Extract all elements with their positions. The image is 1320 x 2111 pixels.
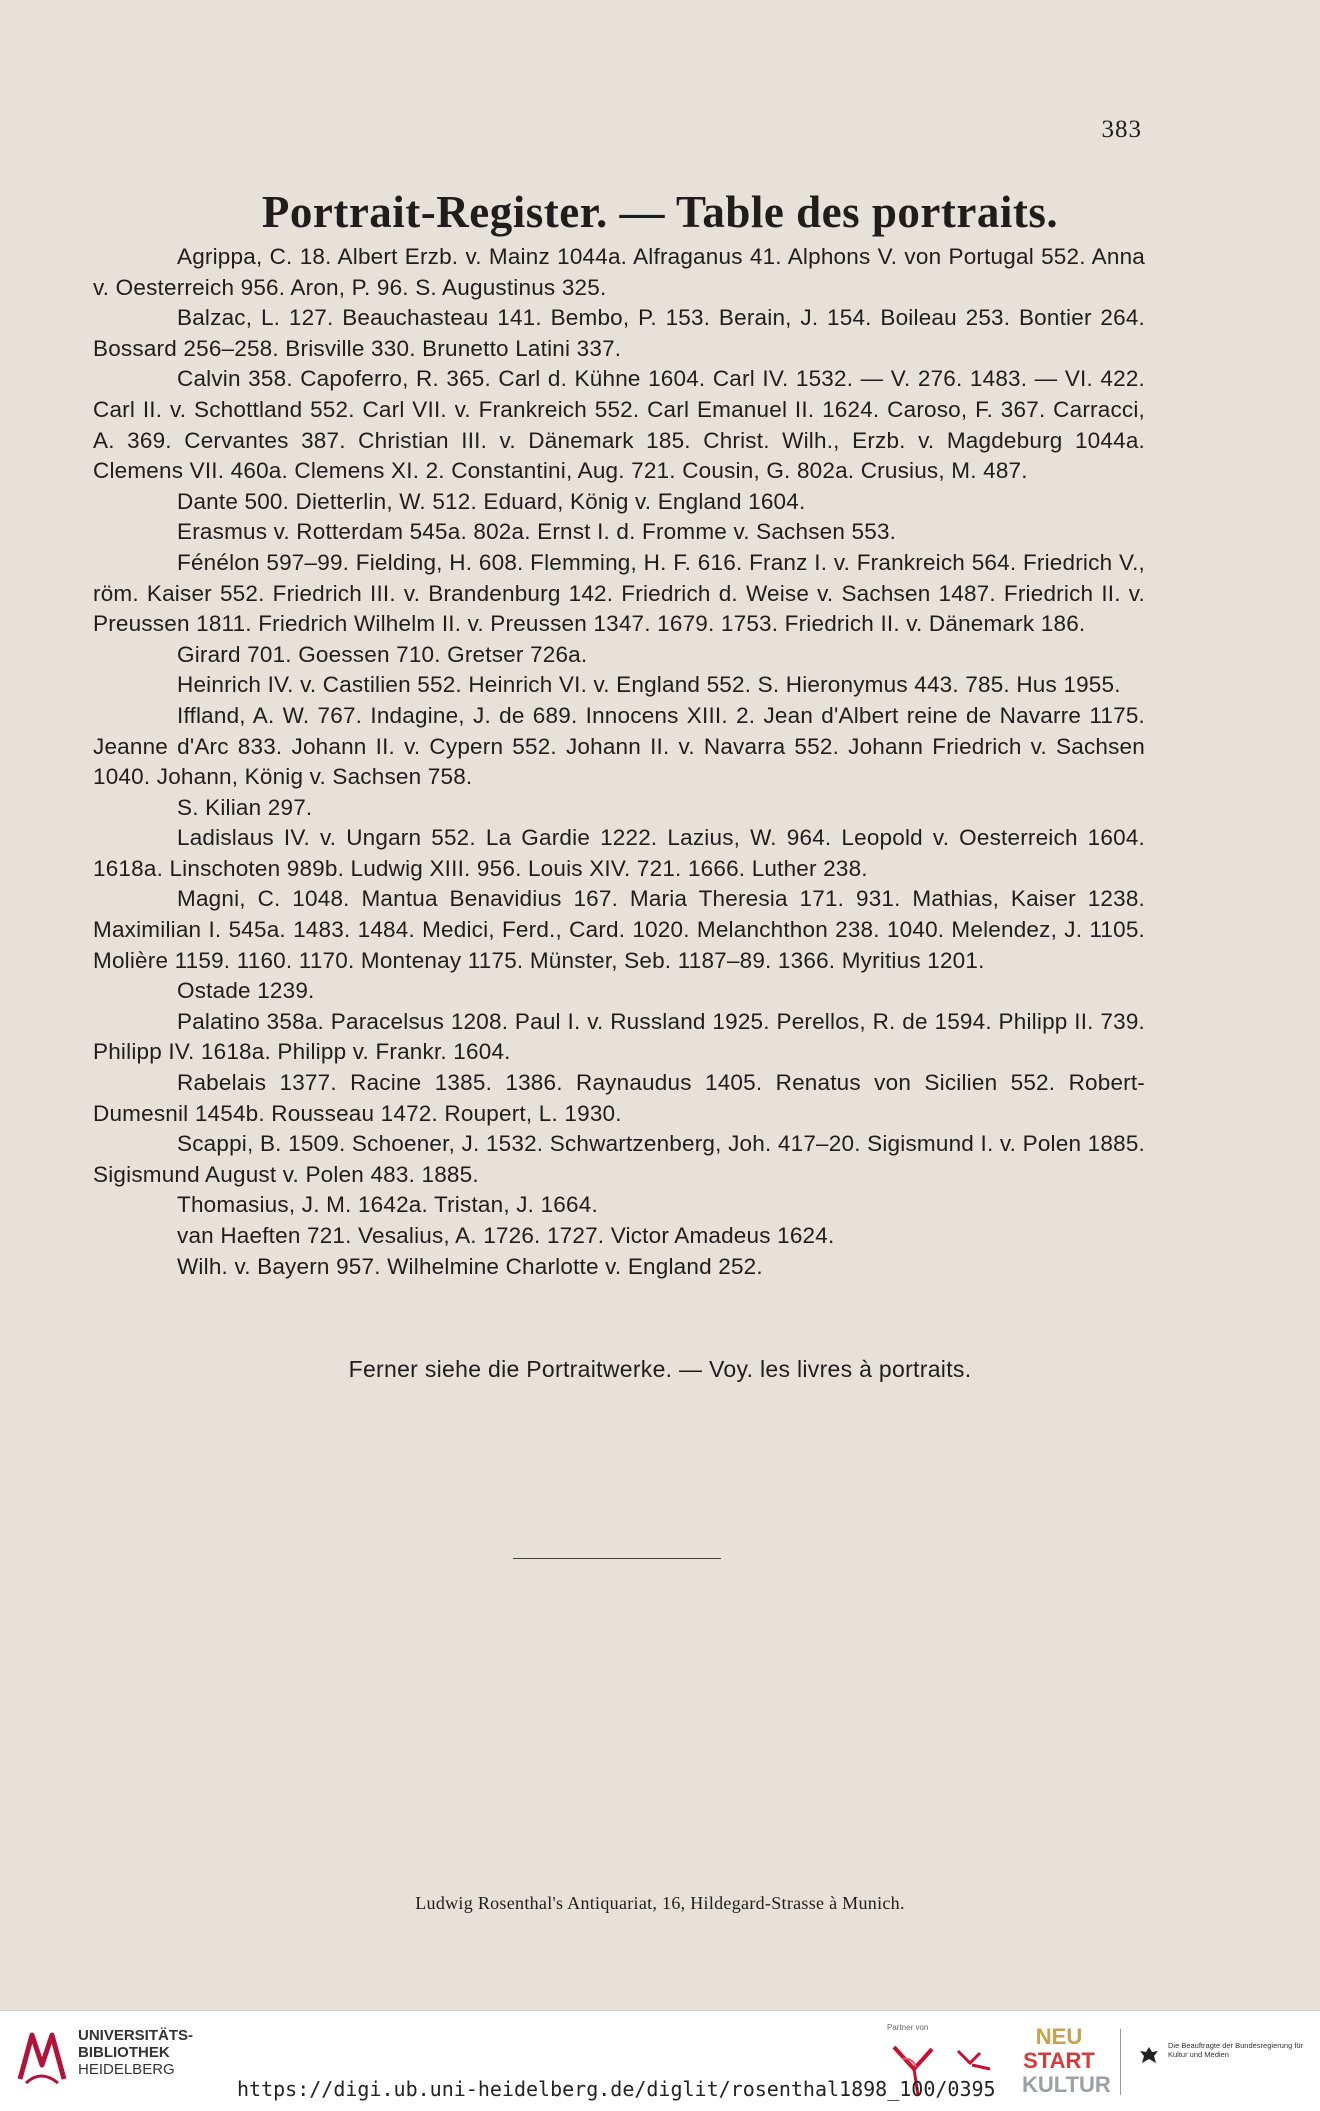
partner-label: Partner von (887, 2023, 929, 2032)
university-library-logo-icon (12, 2025, 70, 2089)
register-paragraph: Fénélon 597–99. Fielding, H. 608. Flemming, H. F. 616. Franz I. v. Frankreich 564. Friedrich V., röm. Kaiser 552. Friedrich III. v. Brandenburg 142. Friedrich d. Weise v. Sachsen 1487. Friedrich II. v. Preussen 1811. Friedrich Wilhelm II. v. Preussen 1347. 1679. 1753. Friedrich II. v. Dänemark 186. (93, 549, 1145, 637)
register-paragraph: Dante 500. Dietterlin, W. 512. Eduard, König v. England 1604. (177, 488, 806, 514)
neustart-kultur-logo (1022, 2024, 1111, 2097)
footer-separator (1120, 2029, 1121, 2095)
register-paragraph: Palatino 358a. Paracelsus 1208. Paul I. v. Russland 1925. Perellos, R. de 1594. Philipp II. 739. Philipp IV. 1618a. Philipp v. Frankr. 1604. (93, 1008, 1145, 1065)
register-paragraph: Agrippa, C. 18. Albert Erzb. v. Mainz 1044a. Alfraganus 41. Alphons V. von Portugal 552. Anna v. Oesterreich 956. Aron, P. 96. S. Augustinus 325. (93, 244, 1145, 300)
register-paragraph: Ladislaus IV. v. Ungarn 552. La Gardie 1222. Lazius, W. 964. Leopold v. Oesterreich 1604. 1618a. Linschoten 989b. Ludwig XIII. 956. Louis XIV. 721. 1666. Luther 238. (93, 825, 1145, 881)
publisher-line: Ludwig Rosenthal's Antiquariat, 16, Hildegard-Strasse à Munich. (415, 1893, 905, 1913)
partner-logo-icon (954, 2047, 994, 2073)
register-paragraph: Heinrich IV. v. Castilien 552. Heinrich VI. v. England 552. S. Hieronymus 443. 785. Hus 1955. (177, 672, 1121, 698)
document-url[interactable]: https://digi.ub.uni-heidelberg.de/diglit/rosenthal1898_100/0395 (237, 2077, 996, 2101)
register-paragraph: Iffland, A. W. 767. Indagine, J. de 689. Innocens XIII. 2. Jean d'Albert reine de Navarre 1175. Jeanne d'Arc 833. Johann II. v. Cypern 552. Johann II. v. Navarra 552. Johann Friedrich v. Sachsen 1040. Johann, König v. Sachsen 758. (93, 702, 1145, 790)
divider (513, 1558, 721, 1559)
register-paragraph: Calvin 358. Capoferro, R. 365. Carl d. Kühne 1604. Carl IV. 1532. — V. 276. 1483. — VI. 422. Carl II. v. Schottland 552. Carl VII. v. Frankreich 552. Carl Emanuel II. 1624. Caroso, F. 367. Carracci, A. 369. Cervantes 387. Christian III. v. Dänemark 185. Christ. Wilh., Erzb. v. Magdeburg 1044a. Clemens VII. 460a. Clemens XI. 2. Constantini, Aug. 721. Cousin, G. 802a. Crusius, M. 487. (93, 366, 1145, 484)
bkm-text: Die Beauftragte der Bundesregierung für Kultur und Medien (1168, 2041, 1304, 2059)
register-paragraph: S. Kilian 297. (177, 794, 313, 820)
see-also-note: Ferner siehe die Portraitwerke. — Voy. les livres à portraits. (348, 1356, 972, 1382)
viewer-footer (0, 2010, 1320, 2111)
register-paragraph: Girard 701. Goessen 710. Gretser 726a. (177, 641, 588, 667)
page-number: 383 (1101, 116, 1142, 143)
register-paragraph: Wilh. v. Bayern 957. Wilhelmine Charlotte v. England 252. (177, 1253, 763, 1279)
library-name-line: UNIVERSITÄTS- (78, 2027, 194, 2044)
page-title: Portrait-Register. — Table des portraits. (261, 187, 1059, 237)
register-paragraph: Rabelais 1377. Racine 1385. 1386. Raynaudus 1405. Renatus von Sicilien 552. Robert-Dumesnil 1454b. Rousseau 1472. Roupert, L. 1930. (93, 1070, 1145, 1126)
federal-eagle-icon (1138, 2045, 1160, 2065)
register-paragraph: Magni, C. 1048. Mantua Benavidius 167. Maria Theresia 171. 931. Mathias, Kaiser 1238. Maximilian I. 545a. 1483. 1484. Medici, Ferd., Card. 1020. Melanchthon 238. 1040. Melendez, J. 1105. Molière 1159. 1160. 1170. Montenay 1175. Münster, Seb. 1187–89. 1366. Myritius 1201. (93, 886, 1145, 973)
register-paragraph: van Haeften 721. Vesalius, A. 1726. 1727. Victor Amadeus 1624. (177, 1223, 835, 1248)
library-name-line: HEIDELBERG (78, 2061, 175, 2078)
register-paragraph: Balzac, L. 127. Beauchasteau 141. Bembo, P. 153. Berain, J. 154. Boileau 253. Bontier 264. Bossard 256–258. Brisville 330. Brunetto Latini 337. (93, 305, 1145, 361)
library-name-line: BIBLIOTHEK (78, 2044, 170, 2061)
portrait-register (93, 242, 1145, 1282)
neustart-line: NEU (1035, 2024, 1083, 2049)
neustart-line: START (1023, 2048, 1095, 2073)
university-library-name (78, 2027, 193, 2078)
register-paragraph: Ostade 1239. (177, 978, 315, 1004)
register-paragraph: Erasmus v. Rotterdam 545a. 802a. Ernst I. d. Fromme v. Sachsen 553. (177, 519, 897, 545)
register-paragraph: Thomasius, J. M. 1642a. Tristan, J. 1664. (177, 1192, 598, 1218)
register-paragraph: Scappi, B. 1509. Schoener, J. 1532. Schwartzenberg, Joh. 417–20. Sigismund I. v. Polen 1885. Sigismund August v. Polen 483. 1885. (93, 1131, 1145, 1187)
neustart-line: KULTUR (1022, 2072, 1111, 2097)
